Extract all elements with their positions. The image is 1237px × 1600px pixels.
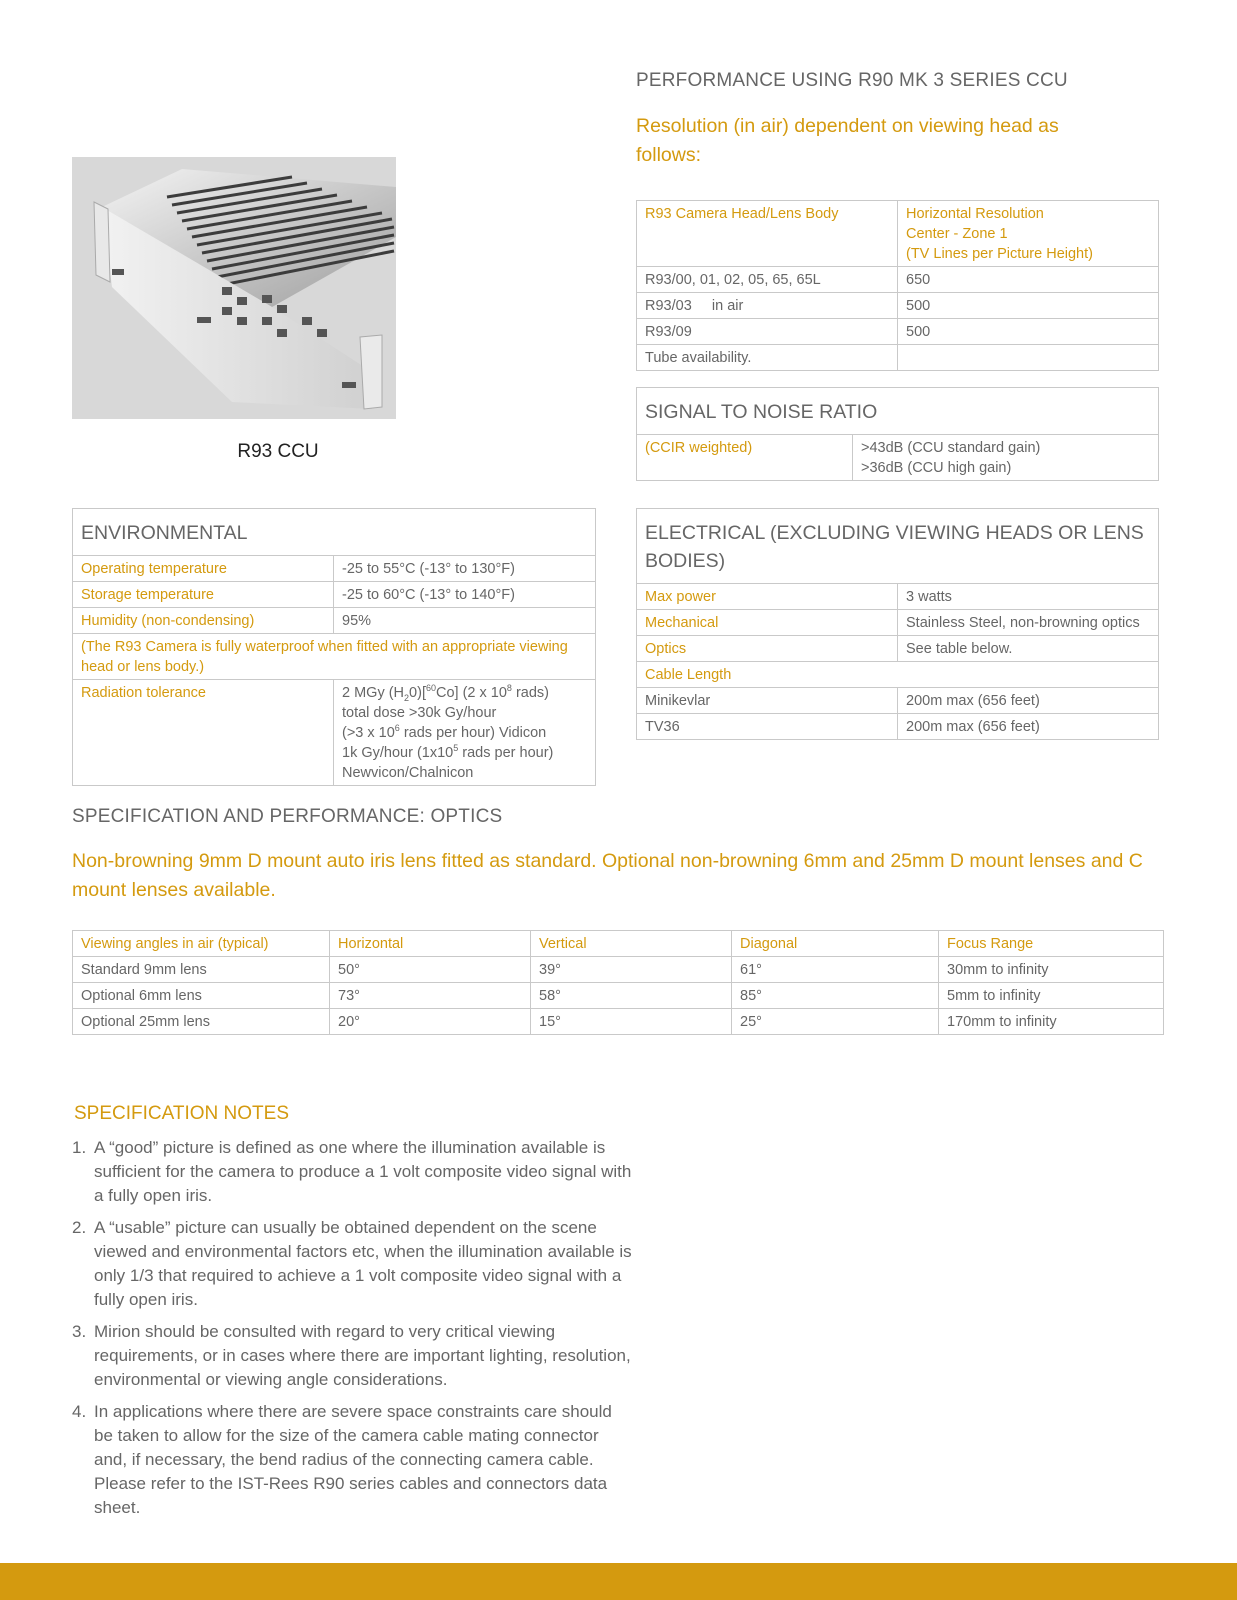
waterproof-note: (The R93 Camera is fully waterproof when fitted with an appropriate viewing head or lens body.) [73,634,596,680]
snr-label: (CCIR weighted) [637,435,853,481]
table-cell: 3 watts [898,584,1159,610]
optics-subheading: Non-browning 9mm D mount auto iris lens fitted as standard. Optional non-browning 6mm and 25mm D mount lenses and C mount lenses available. [72,850,1143,901]
table-cell: 15° [531,1009,732,1035]
table-cell: 30mm to infinity [939,957,1164,983]
table-cell: 25° [732,1009,939,1035]
table-cell: 650 [898,267,1159,293]
table-row [73,931,1164,957]
table-cell: -25 to 60°C (-13° to 140°F) [334,582,596,608]
performance-subheading: Resolution (in air) dependent on viewing head as follows: [636,115,1059,166]
electrical-table [636,508,1159,740]
table-cell: Humidity (non-condensing) [73,608,334,634]
table-row [637,662,1159,688]
table-cell: 95% [334,608,596,634]
table-row [73,634,596,680]
table-cell: 39° [531,957,732,983]
table-row [637,201,1159,267]
table-cell: R93/09 [637,319,898,345]
table-cell: R93/00, 01, 02, 05, 65, 65L [637,267,898,293]
table-header-cell: R93 Camera Head/Lens Body [637,201,898,267]
resolution-table [636,200,1159,371]
optics-heading: SPECIFICATION AND PERFORMANCE: OPTICS [72,806,503,827]
table-row [73,582,596,608]
table-cell: Storage temperature [73,582,334,608]
table-cell: Tube availability. [637,345,898,371]
notes-heading: SPECIFICATION NOTES [74,1103,290,1124]
list-item: 2. A “usable” picture can usually be obtained dependent on the scene viewed and environmental factors etc, when the illumination available is only 1/3 that required to achieve a 1 volt composite video signal with a fully open iris. [72,1218,632,1309]
table-cell: Stainless Steel, non-browning optics [898,610,1159,636]
table-cell: Minikevlar [637,688,898,714]
table-row [73,608,596,634]
table-cell: See table below. [898,636,1159,662]
table-header-cell: Viewing angles in air (typical) [73,931,330,957]
table-cell: 50° [330,957,531,983]
snr-title: SIGNAL TO NOISE RATIO [637,388,1159,435]
table-cell: 85° [732,983,939,1009]
table-cell: TV36 [637,714,898,740]
footer-accent-bar [0,1563,1237,1600]
table-header-cell: Vertical [531,931,732,957]
r93-ccu-photo [72,157,396,419]
electrical-title: ELECTRICAL (EXCLUDING VIEWING HEADS OR LENS BODIES) [637,509,1159,584]
table-row [637,435,1159,481]
table-header-cell: Diagonal [732,931,939,957]
table-cell: Max power [637,584,898,610]
table-cell: Radiation tolerance [73,680,334,786]
table-cell: 170mm to infinity [939,1009,1164,1035]
table-row [637,688,1159,714]
table-cell: 500 [898,293,1159,319]
table-cell: R93/03 in air [637,293,898,319]
table-row [637,610,1159,636]
table-cell: Mechanical [637,610,898,636]
table-row [637,636,1159,662]
table-cell: 200m max (656 feet) [898,688,1159,714]
table-cell: Standard 9mm lens [73,957,330,983]
table-cell: Optional 25mm lens [73,1009,330,1035]
table-header-cell: Focus Range [939,931,1164,957]
list-item: 1. A “good” picture is defined as one where the illumination available is sufficient for the camera to produce a 1 volt composite video signal with a fully open iris. [72,1138,632,1205]
environmental-title: ENVIRONMENTAL [73,509,596,556]
table-header-cell: Horizontal Resolution Center - Zone 1 (TV Lines per Picture Height) [898,201,1159,267]
table-row [637,319,1159,345]
list-item: 3. Mirion should be consulted with regard to very critical viewing requirements, or in cases where there are important lighting, resolution, environmental or viewing angle considerations. [72,1322,631,1389]
table-cell: 500 [898,319,1159,345]
environmental-table [72,508,596,786]
table-cell: -25 to 55°C (-13° to 130°F) [334,556,596,582]
table-row [73,680,596,786]
table-row [637,345,1159,371]
table-cell: Optional 6mm lens [73,983,330,1009]
table-cell: 200m max (656 feet) [898,714,1159,740]
optics-table [72,930,1164,1035]
ccu-unit-illustration [72,157,396,419]
table-cell: 61° [732,957,939,983]
table-row [637,584,1159,610]
table-cell: Optics [637,636,898,662]
table-row [637,293,1159,319]
table-row [73,957,1164,983]
radiation-values: 2 MGy $(H_20)[^{60}Co]$ (2 x $10^8$ rads) total dose >30k Gy/hour (>3 x $10^6$ rads per hour) Vidicon 1k Gy/hour ($1x10^5$ rads per hour) Newvicon/Chalnicon [334,680,596,786]
table-row [73,1009,1164,1035]
snr-table [636,387,1159,481]
list-item: 4. In applications where there are severe space constraints care should be taken to allow for the size of the camera cable mating connector and, if necessary, the bend radius of the connecting camera cable. Please refer to the IST-Rees R90 series cables and connectors data sheet. [72,1402,612,1517]
cable-length-heading: Cable Length [637,662,1159,688]
table-row [637,714,1159,740]
table-cell [898,345,1159,371]
performance-heading: PERFORMANCE USING R90 MK 3 SERIES CCU [636,70,1068,91]
table-cell: 73° [330,983,531,1009]
table-cell: 20° [330,1009,531,1035]
table-header-cell: Horizontal [330,931,531,957]
table-row [73,983,1164,1009]
table-cell: Operating temperature [73,556,334,582]
table-cell: 58° [531,983,732,1009]
photo-caption: R93 CCU [237,441,319,462]
notes-list [72,1136,632,1528]
snr-values: >43dB (CCU standard gain) >36dB (CCU high gain) [853,435,1159,481]
table-cell: 5mm to infinity [939,983,1164,1009]
table-row [73,556,596,582]
table-row [637,267,1159,293]
